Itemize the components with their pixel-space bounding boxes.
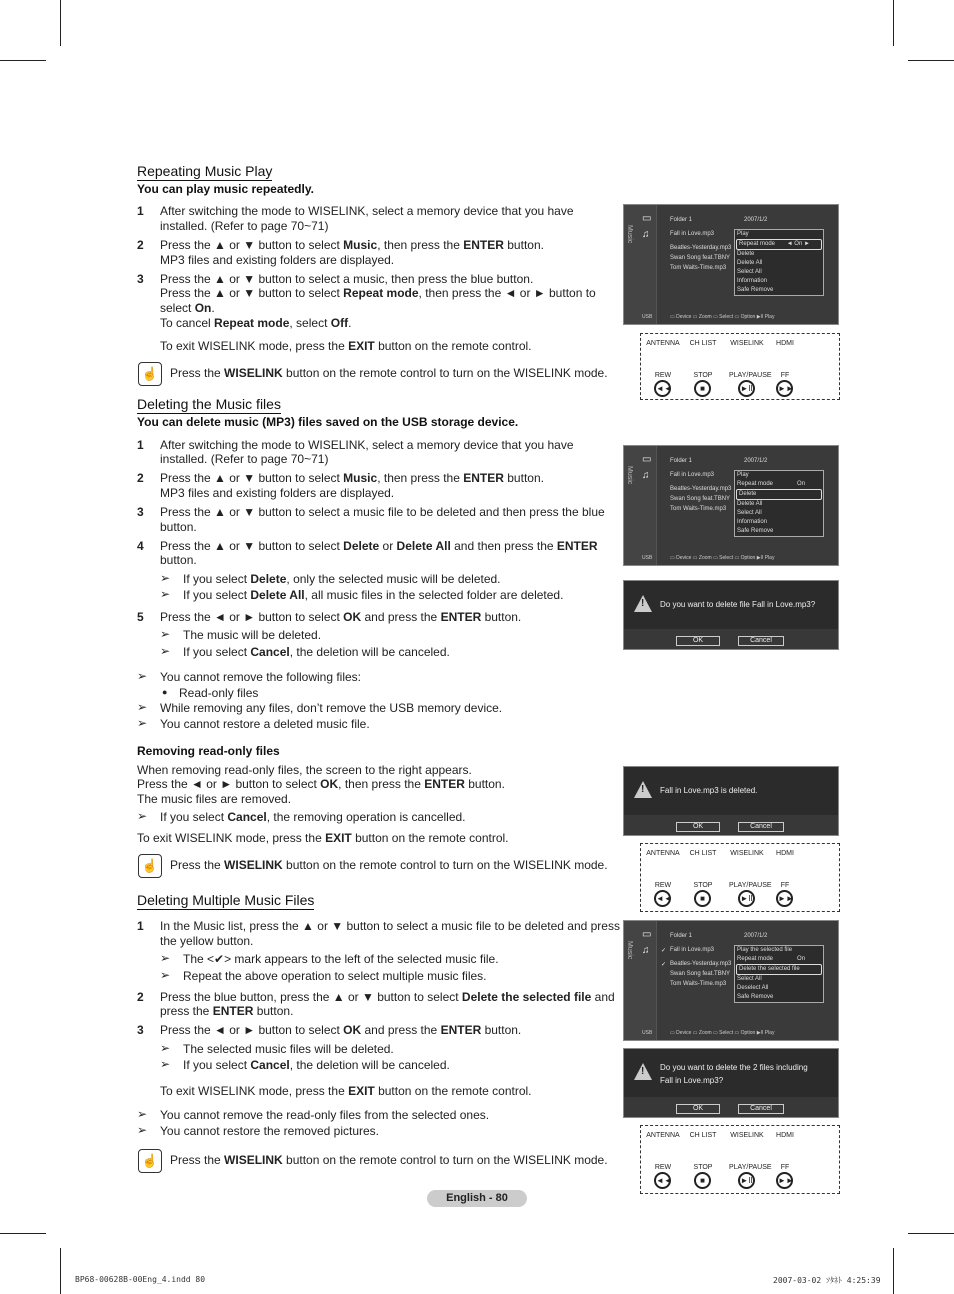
remote-illustration <box>640 1125 840 1194</box>
chlist-button-label: CH LIST <box>689 340 717 347</box>
step-text: Press the ▲ or ▼ button to select a music, then press the blue button. <box>160 272 534 286</box>
play-pause-icon[interactable]: ►II <box>738 890 755 907</box>
body-text: The music files are removed. <box>137 792 292 806</box>
cancel-button[interactable]: Cancel <box>738 822 784 832</box>
photo-icon: ▭ <box>642 213 652 224</box>
exit-text: To exit WISELINK mode, press the EXIT button on the remote control. <box>160 1084 532 1098</box>
sidebar <box>624 921 657 1040</box>
menu-item[interactable]: Safe Remove <box>737 287 774 293</box>
step-text: press the ENTER button. <box>160 1004 294 1018</box>
arrow-bullet-icon: ➢ <box>160 1041 171 1055</box>
footer-hint: ▭ Device ▭ Zoom ▭ Select ▭ Option ▶II Play <box>670 1030 775 1036</box>
arrow-bullet-icon: ➢ <box>160 587 171 601</box>
play-pause-icon[interactable]: ►II <box>738 380 755 397</box>
file-item[interactable]: Tom Waits-Time.mp3 <box>670 265 727 271</box>
option-menu <box>734 470 824 537</box>
body-text: Press the ◄ or ► button to select OK, then press the ENTER button. <box>137 777 505 791</box>
step-text: After switching the mode to WISELINK, select a memory device that you have <box>160 204 574 218</box>
note-text: If you select Delete, only the selected music will be deleted. <box>183 572 501 586</box>
tv-screen-multi-delete <box>623 920 839 1041</box>
date-label: 2007/1/2 <box>744 458 768 464</box>
body-text: When removing read-only files, the screen to the right appears. <box>137 763 472 777</box>
chlist-button-label: CH LIST <box>689 1132 717 1139</box>
rew-button-label: REW <box>654 882 672 889</box>
music-note-icon: ♫ <box>642 945 650 956</box>
note-text: The <✔> mark appears to the left of the selected music file. <box>183 952 499 966</box>
file-item[interactable]: Swan Song feat.TBNY <box>670 496 731 502</box>
step-number: 5 <box>137 610 144 624</box>
file-item[interactable]: Fall in Love.mp3 <box>670 231 715 237</box>
note-text: Repeat the above operation to select multiple music files. <box>183 969 487 983</box>
arrow-bullet-icon: ➢ <box>160 951 171 965</box>
crop-mark <box>893 1248 894 1294</box>
sidebar-label: Music <box>626 225 633 244</box>
step-number: 3 <box>137 505 144 519</box>
chlist-button-label: CH LIST <box>689 850 717 857</box>
menu-item[interactable]: Information <box>737 519 768 525</box>
note-text: Press the WISELINK button on the remote control to turn on the WISELINK mode. <box>170 858 608 872</box>
general-note: You cannot restore a deleted music file. <box>160 717 370 731</box>
step-number: 3 <box>137 272 144 286</box>
play-pause-icon[interactable]: ►II <box>738 1172 755 1189</box>
step-text: installed. (Refer to page 70~71) <box>160 219 329 233</box>
note-text: If you select Cancel, the deletion will be canceled. <box>183 645 450 659</box>
menu-item[interactable]: Play the selected file <box>737 947 793 953</box>
ff-icon[interactable]: ►► <box>776 890 793 907</box>
crop-mark <box>0 1233 46 1234</box>
general-note: Read-only files <box>179 686 259 700</box>
arrow-bullet-icon: ➢ <box>137 716 148 730</box>
option-menu <box>734 229 824 296</box>
usb-label: USB <box>642 1030 653 1036</box>
step-text: Press the ◄ or ► button to select OK and press the ENTER button. <box>160 610 522 624</box>
photo-icon: ▭ <box>642 454 652 465</box>
menu-item[interactable]: Safe Remove <box>737 994 774 1000</box>
ok-button[interactable]: OK <box>676 1104 720 1114</box>
wiselink-button-label: WISELINK <box>730 850 764 857</box>
menu-item[interactable]: Play <box>737 472 749 478</box>
play-button-label: PLAY/PAUSE <box>729 1164 772 1171</box>
crop-mark <box>908 60 954 61</box>
menu-item[interactable]: Information <box>737 278 768 284</box>
folder-label: Folder 1 <box>670 217 693 223</box>
menu-item-selected[interactable]: Repeat mode ◄ On ► <box>736 239 822 250</box>
stop-icon[interactable]: ■ <box>694 1172 711 1189</box>
arrow-bullet-icon: ➢ <box>137 700 148 714</box>
menu-item[interactable]: Deselect All <box>737 985 769 991</box>
file-item[interactable]: Fall in Love.mp3 <box>670 947 715 953</box>
file-item[interactable]: Tom Waits-Time.mp3 <box>670 506 727 512</box>
step-text: Press the ▲ or ▼ button to select a music file to be deleted and then press the blue <box>160 505 605 519</box>
step-text: installed. (Refer to page 70~71) <box>160 452 329 466</box>
dot-bullet-icon: ● <box>162 687 168 697</box>
arrow-bullet-icon: ➢ <box>160 968 171 982</box>
step-number: 4 <box>137 539 144 553</box>
arrow-bullet-icon: ➢ <box>160 571 171 585</box>
ff-button-label: FF <box>780 1164 790 1171</box>
general-note: You cannot restore the removed pictures. <box>160 1124 380 1138</box>
sidebar-label: Music <box>626 941 633 960</box>
step-text: MP3 files and existing folders are displayed. <box>160 486 395 500</box>
play-button-label: PLAY/PAUSE <box>729 882 772 889</box>
rew-icon[interactable]: ◄◄ <box>654 1172 671 1189</box>
ff-button-label: FF <box>780 372 790 379</box>
antenna-button-label: ANTENNA <box>646 340 680 347</box>
step-text: Press the ▲ or ▼ button to select Repeat mode, then press the ◄ or ► button to <box>160 286 596 300</box>
hand-note-icon: ☝ <box>138 1149 162 1173</box>
date-label: 2007/1/2 <box>744 933 768 939</box>
sidebar <box>624 446 657 565</box>
stop-icon[interactable]: ■ <box>694 890 711 907</box>
cancel-button[interactable]: Cancel <box>738 636 784 646</box>
step-number: 1 <box>137 204 144 218</box>
stop-button-label: STOP <box>693 1164 713 1171</box>
step-text: the yellow button. <box>160 934 254 948</box>
file-item[interactable]: Beatles-Yesterday.mp3 <box>670 961 732 967</box>
menu-item[interactable]: Select All <box>737 269 762 275</box>
step-number: 1 <box>137 919 144 933</box>
menu-item[interactable]: Repeat mode On <box>737 481 806 487</box>
folder-label: Folder 1 <box>670 458 693 464</box>
page-number: English - 80 <box>427 1190 527 1207</box>
section-title: Deleting the Music files <box>137 396 281 412</box>
dialog-message: Fall in Love.mp3? <box>660 1076 724 1085</box>
date-slug: 2007-03-02 ｿﾀﾈﾄ 4:25:39 <box>773 1276 881 1285</box>
step-number: 3 <box>137 1023 144 1037</box>
arrow-bullet-icon: ➢ <box>160 644 171 658</box>
hand-note-icon: ☝ <box>138 854 162 878</box>
dialog-message: Do you want to delete the 2 files including <box>660 1063 808 1072</box>
hdmi-button-label: HDMI <box>776 340 794 347</box>
step-text: Press the ▲ or ▼ button to select Delete or Delete All and then press the ENTER <box>160 539 598 553</box>
arrow-bullet-icon: ➢ <box>137 1107 148 1121</box>
tv-screen-repeat <box>623 204 839 325</box>
note-text: Press the WISELINK button on the remote control to turn on the WISELINK mode. <box>170 1153 608 1167</box>
step-number: 2 <box>137 471 144 485</box>
step-text: To cancel Repeat mode, select Off. <box>160 316 352 330</box>
crop-mark <box>60 1248 61 1294</box>
photo-icon: ▭ <box>642 929 652 940</box>
crop-mark <box>893 0 894 46</box>
general-note: You cannot remove the read-only files from the selected ones. <box>160 1108 490 1122</box>
wiselink-button-label: WISELINK <box>730 1132 764 1139</box>
ff-button-label: FF <box>780 882 790 889</box>
menu-item[interactable]: Select All <box>737 976 762 982</box>
warning-icon: ! <box>634 595 652 612</box>
sidebar <box>624 205 657 324</box>
delete-confirm-dialog <box>623 580 839 650</box>
footer-hint: ▭ Device ▭ Zoom ▭ Select ▭ Option ▶II Play <box>670 555 775 561</box>
sidebar-label: Music <box>626 466 633 485</box>
deleted-info-dialog <box>623 766 839 836</box>
step-number: 2 <box>137 238 144 252</box>
wiselink-button-label: WISELINK <box>730 340 764 347</box>
step-text: select On. <box>160 301 215 315</box>
general-note: While removing any files, don’t remove the USB memory device. <box>160 701 503 715</box>
subsection-title: Removing read-only files <box>137 744 280 758</box>
tv-screen-delete <box>623 445 839 566</box>
rew-icon[interactable]: ◄◄ <box>654 890 671 907</box>
note-text: If you select Cancel, the deletion will be canceled. <box>183 1058 450 1072</box>
step-text: Press the ▲ or ▼ button to select Music, then press the ENTER button. <box>160 471 544 485</box>
check-icon: ✓ <box>661 948 667 954</box>
rew-button-label: REW <box>654 372 672 379</box>
hdmi-button-label: HDMI <box>776 850 794 857</box>
warning-icon: ! <box>634 1063 652 1080</box>
crop-mark <box>60 0 61 46</box>
arrow-bullet-icon: ➢ <box>137 809 148 823</box>
play-button-label: PLAY/PAUSE <box>729 372 772 379</box>
menu-item[interactable]: Delete All <box>737 260 763 266</box>
step-text: Press the blue button, press the ▲ or ▼ button to select Delete the selected file and <box>160 990 615 1004</box>
crop-mark <box>0 60 46 61</box>
folder-label: Folder 1 <box>670 933 693 939</box>
exit-text: To exit WISELINK mode, press the EXIT button on the remote control. <box>137 831 509 845</box>
file-item[interactable]: Beatles-Yesterday.mp3 <box>670 245 732 251</box>
antenna-button-label: ANTENNA <box>646 850 680 857</box>
step-text: button. <box>160 553 197 567</box>
exit-text: To exit WISELINK mode, press the EXIT button on the remote control. <box>160 339 532 353</box>
crop-mark <box>908 1233 954 1234</box>
menu-item[interactable]: Delete <box>737 251 755 257</box>
step-number: 2 <box>137 990 144 1004</box>
section-subtitle: You can play music repeatedly. <box>137 182 314 196</box>
section-subtitle: You can delete music (MP3) files saved on the USB storage device. <box>137 415 519 429</box>
note-text: If you select Cancel, the removing operation is cancelled. <box>160 810 466 824</box>
warning-icon: ! <box>634 781 652 798</box>
note-text: If you select Delete All, all music files in the selected folder are deleted. <box>183 588 564 602</box>
hand-note-icon: ☝ <box>138 362 162 386</box>
arrow-bullet-icon: ➢ <box>160 1057 171 1071</box>
antenna-button-label: ANTENNA <box>646 1132 680 1139</box>
step-number: 1 <box>137 438 144 452</box>
step-text: button. <box>160 520 197 534</box>
file-item[interactable]: Tom Waits-Time.mp3 <box>670 981 727 987</box>
file-slug: BP68-00628B-00Eng_4.indd 80 <box>75 1275 206 1284</box>
section-title: Repeating Music Play <box>137 163 273 179</box>
remote-illustration <box>640 843 840 912</box>
menu-item-selected[interactable]: Delete <box>736 489 822 500</box>
ok-button[interactable]: OK <box>676 822 720 832</box>
file-item[interactable]: Swan Song feat.TBNY <box>670 255 731 261</box>
note-text: Press the WISELINK button on the remote control to turn on the WISELINK mode. <box>170 366 608 380</box>
usb-label: USB <box>642 314 653 320</box>
ff-icon[interactable]: ►► <box>776 1172 793 1189</box>
ff-icon[interactable]: ►► <box>776 380 793 397</box>
dialog-message: Do you want to delete file Fall in Love.mp3? <box>660 600 816 609</box>
step-text: Press the ▲ or ▼ button to select Music, then press the ENTER button. <box>160 238 544 252</box>
menu-item[interactable]: Play <box>737 231 749 237</box>
menu-item[interactable]: Safe Remove <box>737 528 774 534</box>
usb-label: USB <box>642 555 653 561</box>
note-text: The music will be deleted. <box>183 628 322 642</box>
step-text: In the Music list, press the ▲ or ▼ button to select a music file to be deleted and press <box>160 919 620 933</box>
music-note-icon: ♫ <box>642 229 650 240</box>
music-note-icon: ♫ <box>642 470 650 481</box>
arrow-bullet-icon: ➢ <box>137 1123 148 1137</box>
ok-button[interactable]: OK <box>676 636 720 646</box>
check-icon: ✓ <box>661 962 667 968</box>
arrow-bullet-icon: ➢ <box>160 627 171 641</box>
multi-delete-dialog <box>623 1048 839 1118</box>
general-note: You cannot remove the following files: <box>160 670 362 684</box>
file-item[interactable]: Beatles-Yesterday.mp3 <box>670 486 732 492</box>
date-label: 2007/1/2 <box>744 217 768 223</box>
note-text: The selected music files will be deleted. <box>183 1042 394 1056</box>
file-item[interactable]: Fall in Love.mp3 <box>670 472 715 478</box>
file-item[interactable]: Swan Song feat.TBNY <box>670 971 731 977</box>
stop-button-label: STOP <box>693 882 713 889</box>
stop-button-label: STOP <box>693 372 713 379</box>
step-text: After switching the mode to WISELINK, select a memory device that you have <box>160 438 574 452</box>
section-title: Deleting Multiple Music Files <box>137 892 315 908</box>
menu-item[interactable]: Repeat mode On <box>737 956 806 962</box>
option-menu <box>734 945 824 1003</box>
menu-item[interactable]: Delete All <box>737 501 763 507</box>
stop-icon[interactable]: ■ <box>694 380 711 397</box>
dialog-message: Fall in Love.mp3 is deleted. <box>660 786 758 795</box>
rew-button-label: REW <box>654 1164 672 1171</box>
step-text: Press the ◄ or ► button to select OK and press the ENTER button. <box>160 1023 522 1037</box>
hdmi-button-label: HDMI <box>776 1132 794 1139</box>
menu-item-selected[interactable]: Delete the selected file <box>736 964 822 975</box>
footer-hint: ▭ Device ▭ Zoom ▭ Select ▭ Option ▶II Play <box>670 314 775 320</box>
remote-illustration <box>640 333 840 400</box>
step-text: MP3 files and existing folders are displayed. <box>160 253 395 267</box>
menu-item[interactable]: Select All <box>737 510 762 516</box>
rew-icon[interactable]: ◄◄ <box>654 380 671 397</box>
arrow-bullet-icon: ➢ <box>137 669 148 683</box>
cancel-button[interactable]: Cancel <box>738 1104 784 1114</box>
